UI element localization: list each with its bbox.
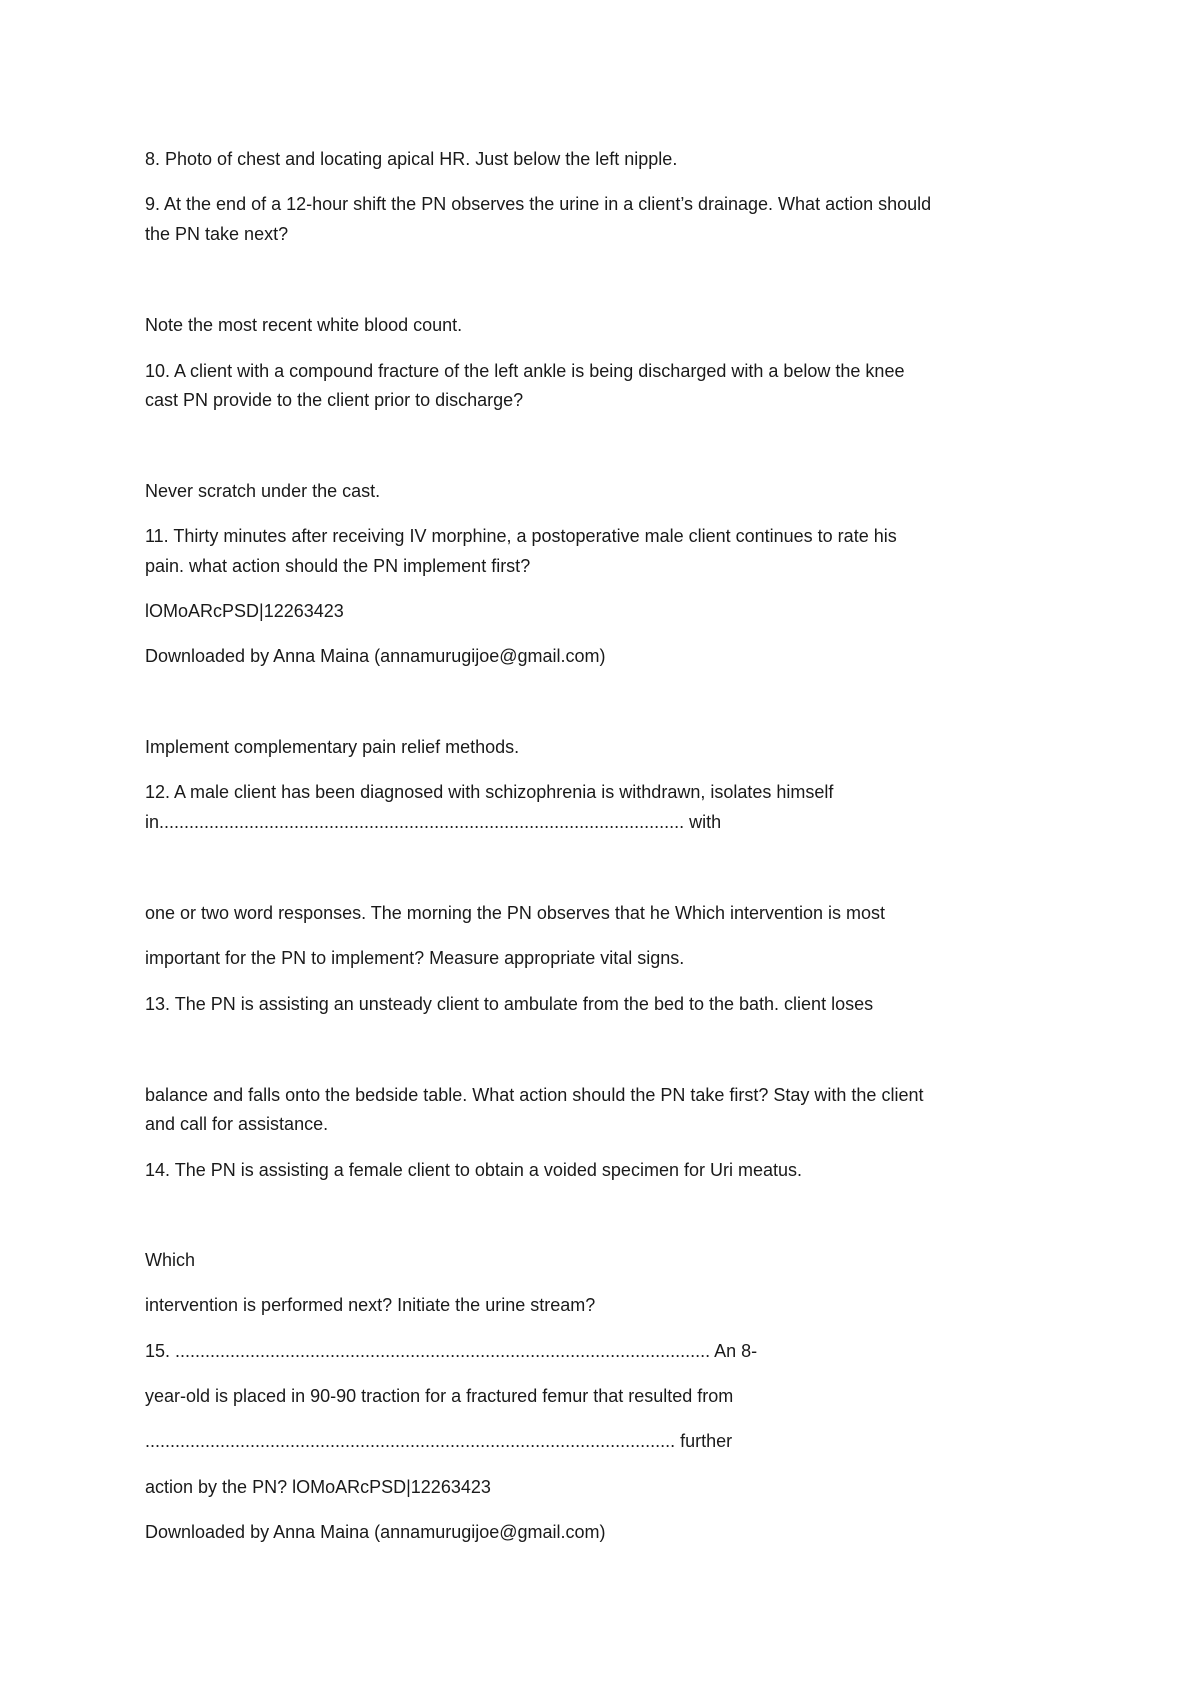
download-notice: Downloaded by Anna Maina (annamurugijoe@gmail.com) [145, 646, 606, 666]
question-8-text: 8. Photo of chest and locating apical HR. Just below the left nipple. [145, 149, 678, 169]
question-15-text: 15. ........................................................................................................... An 8- [145, 1341, 758, 1361]
question-13-text: 13. The PN is assisting an unsteady client to ambulate from the bed to the bath. client loses [145, 994, 874, 1014]
question-10-text: 10. A client with a compound fracture of the left ankle is being discharged with a below the knee [145, 361, 905, 381]
question-12-text: 12. A male client has been diagnosed with schizophrenia is withdrawn, isolates himself [145, 782, 834, 802]
question-12-text-continued: in......................................................................................................... with [145, 812, 722, 832]
question-10-text-continued: cast PN provide to the client prior to discharge? [145, 390, 524, 410]
question-12-answer-text: important for the PN to implement? Measure appropriate vital signs. [145, 948, 685, 968]
answer-13-text: and call for assistance. [145, 1114, 329, 1134]
question-12-text-continued: one or two word responses. The morning the PN observes that he Which intervention is most [145, 903, 886, 923]
question-11-text: 11. Thirty minutes after receiving IV morphine, a postoperative male client continues to rate his [145, 526, 897, 546]
question-15-text-continued: .......................................................................................................... further [145, 1431, 733, 1451]
question-14-answer-text: intervention is performed next? Initiate the urine stream? [145, 1295, 596, 1315]
question-15-text-continued: action by the PN? lOMoARcPSD|12263423 [145, 1477, 491, 1497]
question-9-text: 9. At the end of a 12-hour shift the PN observes the urine in a client’s drainage. What action should [145, 194, 932, 214]
question-9-text-continued: the PN take next? [145, 224, 289, 244]
question-14-text: 14. The PN is assisting a female client to obtain a voided specimen for Uri meatus. [145, 1160, 802, 1180]
answer-11-text: Implement complementary pain relief methods. [145, 737, 520, 757]
document-id-text: lOMoARcPSD|12263423 [145, 601, 344, 621]
download-notice: Downloaded by Anna Maina (annamurugijoe@gmail.com) [145, 1522, 606, 1542]
question-15-text-continued: year-old is placed in 90-90 traction for a fractured femur that resulted from [145, 1386, 734, 1406]
question-13-text-continued: balance and falls onto the bedside table. What action should the PN take first? Stay with the client [145, 1085, 924, 1105]
answer-9-text: Note the most recent white blood count. [145, 315, 463, 335]
answer-10-text: Never scratch under the cast. [145, 481, 381, 501]
question-14-text-continued: Which [145, 1250, 196, 1270]
question-11-text-continued: pain. what action should the PN implement first? [145, 556, 531, 576]
